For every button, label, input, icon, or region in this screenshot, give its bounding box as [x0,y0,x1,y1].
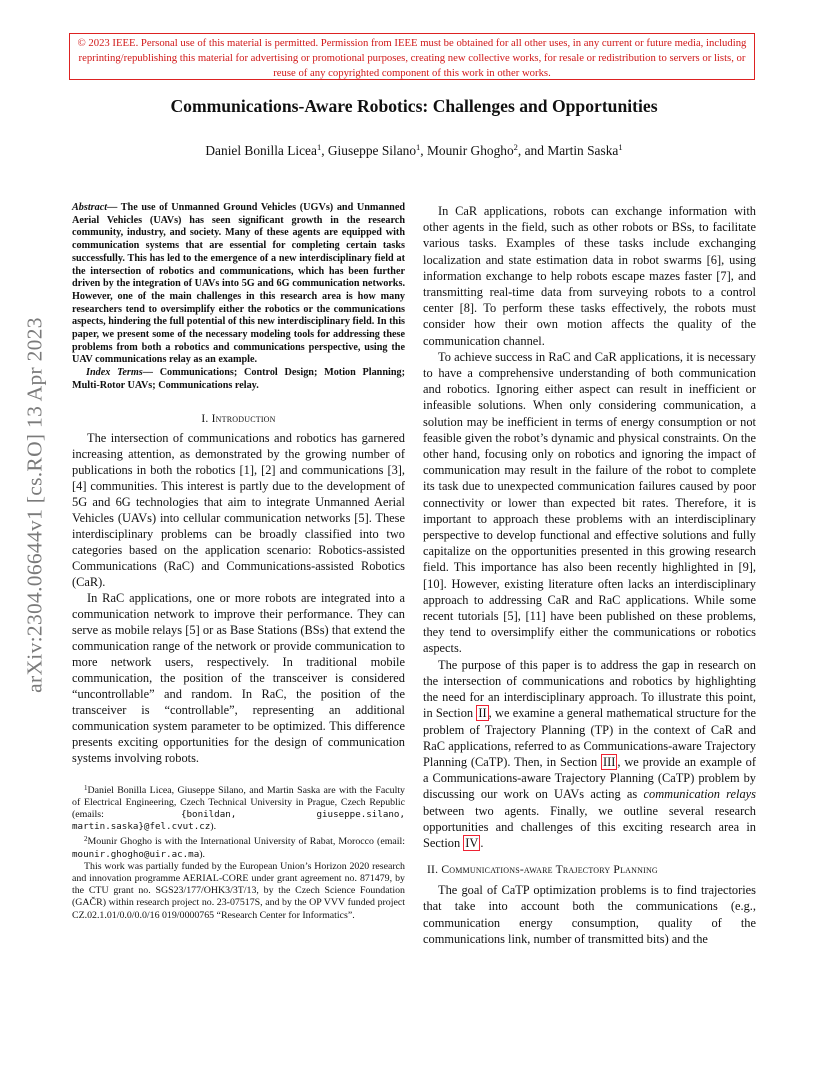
paragraph: In RaC applications, one or more robots are integrated into a communication network to improve their performance. They can serve as mobile relays [5] or as Base Stations (BSs) that extend the communication range of the network or provide communication to more network users, respectively. In traditional mobile communication, the position of the transceiver is considered “uncontrollable” and random. In RaC, the position of the transceiver is “controllable”, representing an additional communication system parameter to be optimized. This difference presents exciting opportunities for the design of communication systems involving robots. [72,591,405,766]
author-name: Daniel Bonilla Licea [205,143,317,158]
section-heading-catp: II. Communications-aware Trajectory Planning [427,863,658,877]
email-address: mounir.ghogho@uir.ac.ma [72,848,200,860]
footnote-1: $^1$Daniel Bonilla Licea, Giuseppe Silano, and Martin Saska are with the Faculty of Electrical Engineering, Czech Technical University in Prague, Czech Republic (emails: {bonildan, giuseppe.silano, martin.saska}@fel.cvut.cz). [72,783,405,833]
affiliation-marker: 2 [513,142,518,152]
paragraph: The purpose of this paper is to address the gap in research on the intersection of communications and robotics by highlighting the need for an interdisciplinary approach. To illustrate this point, in Section II , we examine a general mathematical structure for the problem of Trajectory Planning (TP) in the context of CaR and RaC applications, referred to as Communications-aware Trajectory Planning (CaTP). Then, in Section III , we provide an example of a Communications-aware Trajectory Planning (CaTP) problem by discussing our work on UAVs acting as communication relays between two agents. Finally, we outline several research opportunities and challenges of this exciting research area in Section IV . [423,657,756,850]
index-terms-text: Communications; Control Design; Motion Planning; Multi-Rotor UAVs; Communications relay. [72,367,405,391]
index-terms-label: Index Terms [86,367,143,379]
paragraph: In CaR applications, robots can exchange information with other agents in the field, such as other robots or BSs, to facilitate various tasks. Examples of these tasks include exchanging localization and state estimation data in robot swarms [6], using information exchange to help robots escape mazes faster [7], and transmitting real-time data from surveying robots to a control center [8]. To perform these tasks effectively, the robots must consider how their own motion affects the quality of the communication channel. [423,204,756,348]
author-name: Martin Saska [547,143,619,158]
paragraph: To achieve success in RaC and CaR applications, it is necessary to have a comprehensive understanding of both communication and robotics. Ignoring either aspect can result in inefficient or infeasible solutions. When only considering communication, a solution may be inefficient in terms of energy consumption or not feasible given the robot’s dynamic and physical constraints. On the other hand, focusing only on robotics and ignoring the impact of communication may result in the failure of the robot to complete its task due to unexpected communication failures caused by poor connectivity or lower than expected bit rates. Therefore, it is important to approach these problems with an interdisciplinary perspective to develop functional and effective solutions and fully capitalize on the opportunities presented in this growing research field. This importance has also been recently highlighted in [9], [10]. However, existing literature often lacks an interdisciplinary approach to addressing CaR and RaC applications. While some recent tutorials [5], [11] have been published on these problems, they tend to oversimplify either the communications or robotics aspects. [423,349,756,656]
paragraph: The intersection of communications and robotics has garnered increasing attention, as demonstrated by the growing number of publications in both the robotics [1], [2] and communications [3], [4] communities. This interest is partly due to the development of 5G and 6G technologies that aim to integrate Unmanned Aerial Vehicles (UAVs) into cellular communication networks [5]. These interdisciplinary problems can be broadly classified into two categories based on the application scenario: Robotics-assisted Communications (RaC) and Communications-assisted Robotics (CaR). [72,430,405,589]
arxiv-sidebar [12,270,58,740]
funding-note: This work was partially funded by the European Union’s Horizon 2020 research and innovation programme AERIAL-CORE under grant agreement no. 871479, by the CTU grant no. SGS23/177/OHK3/3T/13, by the Czech Science Foundation (GAČR) within research project no. 23-07517S, and by the OP VVV funded project CZ.02.1.01/0.0/0.0/16 019/0000765 “Research Center for Informatics”. [72,860,405,921]
paper-title: Communications-Aware Robotics: Challenges and Opportunities [170,96,658,116]
affiliation-marker: 1 [618,142,623,152]
abstract-text: The use of Unmanned Ground Vehicles (UGVs) and Unmanned Aerial Vehicles (UAVs) has seen significant growth in the research community, industry, and society. Many of these agents are equipped with communication systems that are essential for completing certain tasks successfully. This has led to the emergence of a new interdisciplinary field at the intersection of robotics and communications, which has been further driven by the integration of UAVs into 5G and 6G communication networks. However, one of the main challenges in this research area is how many researchers tend to oversimplify either the robotics or the communications aspects, hindering the full potential of this new interdisciplinary field. In this paper, we present some of the necessary modeling tools for addressing these problems from both a robotics and communications perspective, using the UAV communications relay as an example. [72,202,406,366]
author-list: Daniel Bonilla Licea$^1$, Giuseppe Silano$^1$, Mounir Ghogho$^2$, and Martin Saska$^1$ [205,142,623,158]
emphasis: communication relays [643,787,756,802]
abstract-label: Abstract [72,202,108,213]
email-list: {bonildan, giuseppe.silano, martin.saska}@fel.cvut.cz [72,808,405,833]
author-name: Mounir Ghogho [427,143,514,158]
right-column [423,203,756,947]
author-name: Giuseppe Silano [327,143,417,158]
paragraph: The goal of CaTP optimization problems is to find trajectories that take into account both the communications (e.g., communication energy consumption, quality of the communications link, number of transmitted bits) and the [423,883,756,946]
affiliation-marker: 1 [316,142,322,152]
section-link-iii[interactable]: III [603,754,616,769]
left-column [72,202,405,922]
copyright-notice: © 2023 IEEE. Personal use of this material is permitted. Permission from IEEE must be obtained for all other uses, in any current or future media, including reprinting/republishing this material for advertising or promotional purposes, creating new collective works, for resale or redistribution to servers or lists, or reuse of any copyrighted component of this work in other works. [69,33,755,80]
abstract: Abstract— The use of Unmanned Ground Vehicles (UGVs) and Unmanned Aerial Vehicles (UAVs) has seen significant growth in the research community, industry, and society. Many of these agents are equipped with communication systems that are essential for completing certain tasks successfully. This has led to the emergence of a new interdisciplinary field at the intersection of robotics and communications, which has been further driven by the integration of UAVs into 5G and 6G communication networks. However, one of the main challenges in this research area is how many researchers tend to oversimplify either the robotics or the communications aspects, hindering the full potential of this new interdisciplinary field. In this paper, we present some of the necessary modeling tools for addressing these problems from both a robotics and communications perspective, using the UAV communications relay as an example. [72,202,406,366]
affiliation-marker: 1 [416,142,421,152]
section-link-iv[interactable]: IV [465,835,479,850]
arxiv-identifier: arXiv:2304.06644v1 [cs.RO] 13 Apr 2023 [22,317,47,693]
footnote-2: $^2$Mounir Ghogho is with the International University of Rabat, Morocco (email: mounir.ghogho@uir.ac.ma). [72,835,405,860]
index-terms: Index Terms— Communications; Control Design; Motion Planning; Multi-Rotor UAVs; Communications relay. [72,367,405,391]
section-heading-introduction: I. Introduction [201,411,276,425]
footnotes [72,782,405,922]
section-link-ii[interactable]: II [478,706,487,721]
